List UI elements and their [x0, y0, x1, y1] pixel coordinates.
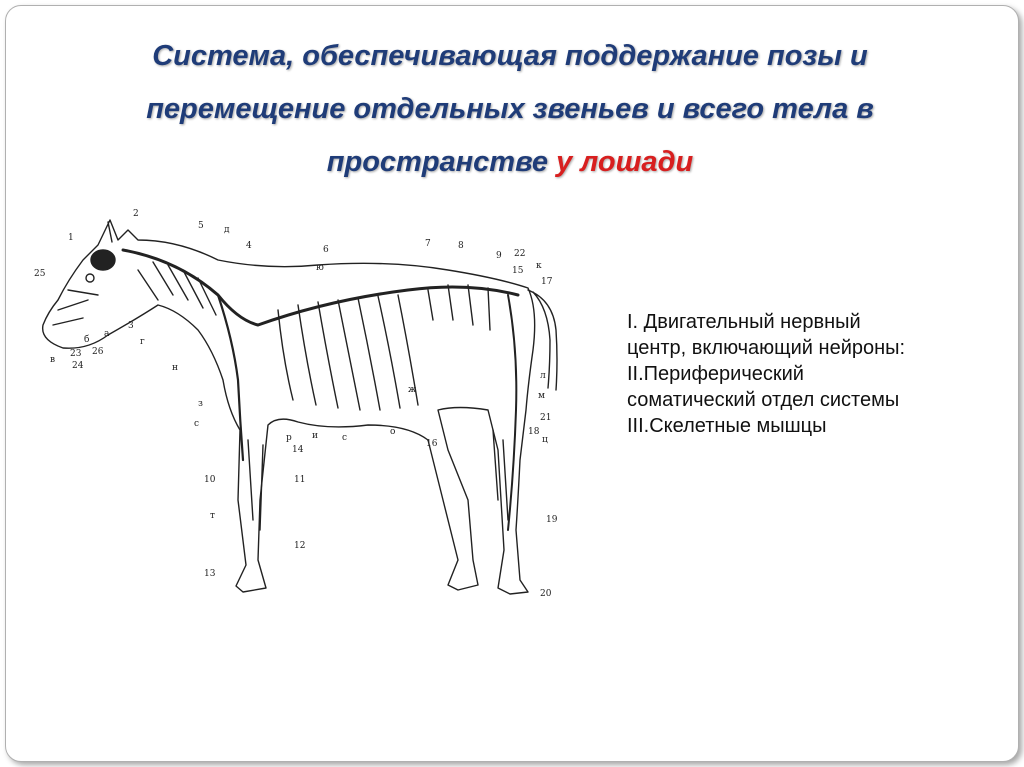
figure-label: 25: [34, 269, 46, 279]
figure-label: з: [198, 399, 203, 409]
figure-label: и: [312, 431, 318, 441]
figure-label: 18: [528, 427, 540, 437]
legend-line-5: III.Скелетные мышцы: [627, 415, 827, 437]
figure-label: с: [342, 433, 348, 443]
title-main: Система, обеспечивающая поддержание позы и перемещение отдельных звеньев и всего тела в пространстве: [146, 40, 874, 178]
figure-label: 26: [92, 347, 104, 357]
figure-label: а: [104, 329, 110, 339]
figure-label: 4: [246, 241, 252, 251]
figure-label: 19: [546, 515, 558, 525]
figure-label: ю: [316, 263, 324, 273]
figure-label: 14: [292, 445, 304, 455]
legend-line-4: соматический отдел системы: [627, 389, 900, 411]
horse-illustration: [28, 200, 578, 620]
figure-label: к: [536, 261, 542, 271]
figure-label: н: [172, 363, 178, 373]
figure-label: 16: [426, 439, 438, 449]
figure-label: 17: [541, 277, 553, 287]
figure-label: 6: [323, 245, 329, 255]
legend-line-1: I. Двигательный нервный: [627, 311, 861, 333]
figure-label: д: [224, 225, 230, 235]
figure-label: 15: [512, 266, 524, 276]
slide-title: [60, 30, 960, 189]
figure-label: 9: [496, 251, 502, 261]
legend-line-2: центр, включающий нейроны:: [627, 337, 906, 359]
figure-label: 23: [70, 349, 82, 359]
figure-label: р: [286, 433, 292, 443]
figure-label: 10: [204, 475, 216, 485]
title-accent: у лошади: [556, 146, 694, 178]
figure-label: 5: [198, 221, 204, 231]
figure-label: 22: [514, 249, 526, 259]
figure-label: м: [538, 391, 546, 401]
figure-label: б: [84, 335, 90, 345]
legend-line-3: II.Периферический: [627, 363, 804, 385]
figure-label: 21: [540, 413, 552, 423]
figure-label: в: [50, 355, 56, 365]
figure-label: 11: [294, 475, 306, 485]
figure-label: 24: [72, 361, 84, 371]
figure-label: л: [540, 371, 546, 381]
figure-label: 8: [458, 241, 464, 251]
figure-label: 12: [294, 541, 306, 551]
figure-label: с: [194, 419, 200, 429]
figure-label: т: [210, 511, 215, 521]
figure-label: г: [140, 337, 145, 347]
figure-label: ц: [542, 435, 548, 445]
figure-label: 13: [204, 569, 216, 579]
legend-text: [627, 309, 987, 439]
figure-label: 2: [133, 209, 139, 219]
figure-label: 20: [540, 589, 552, 599]
figure-label: 1: [68, 233, 74, 243]
horse-anatomy-figure: [28, 200, 578, 620]
figure-label: ж: [408, 385, 417, 395]
figure-label: 3: [128, 321, 134, 331]
figure-label: 7: [425, 239, 431, 249]
figure-label: о: [390, 427, 396, 437]
